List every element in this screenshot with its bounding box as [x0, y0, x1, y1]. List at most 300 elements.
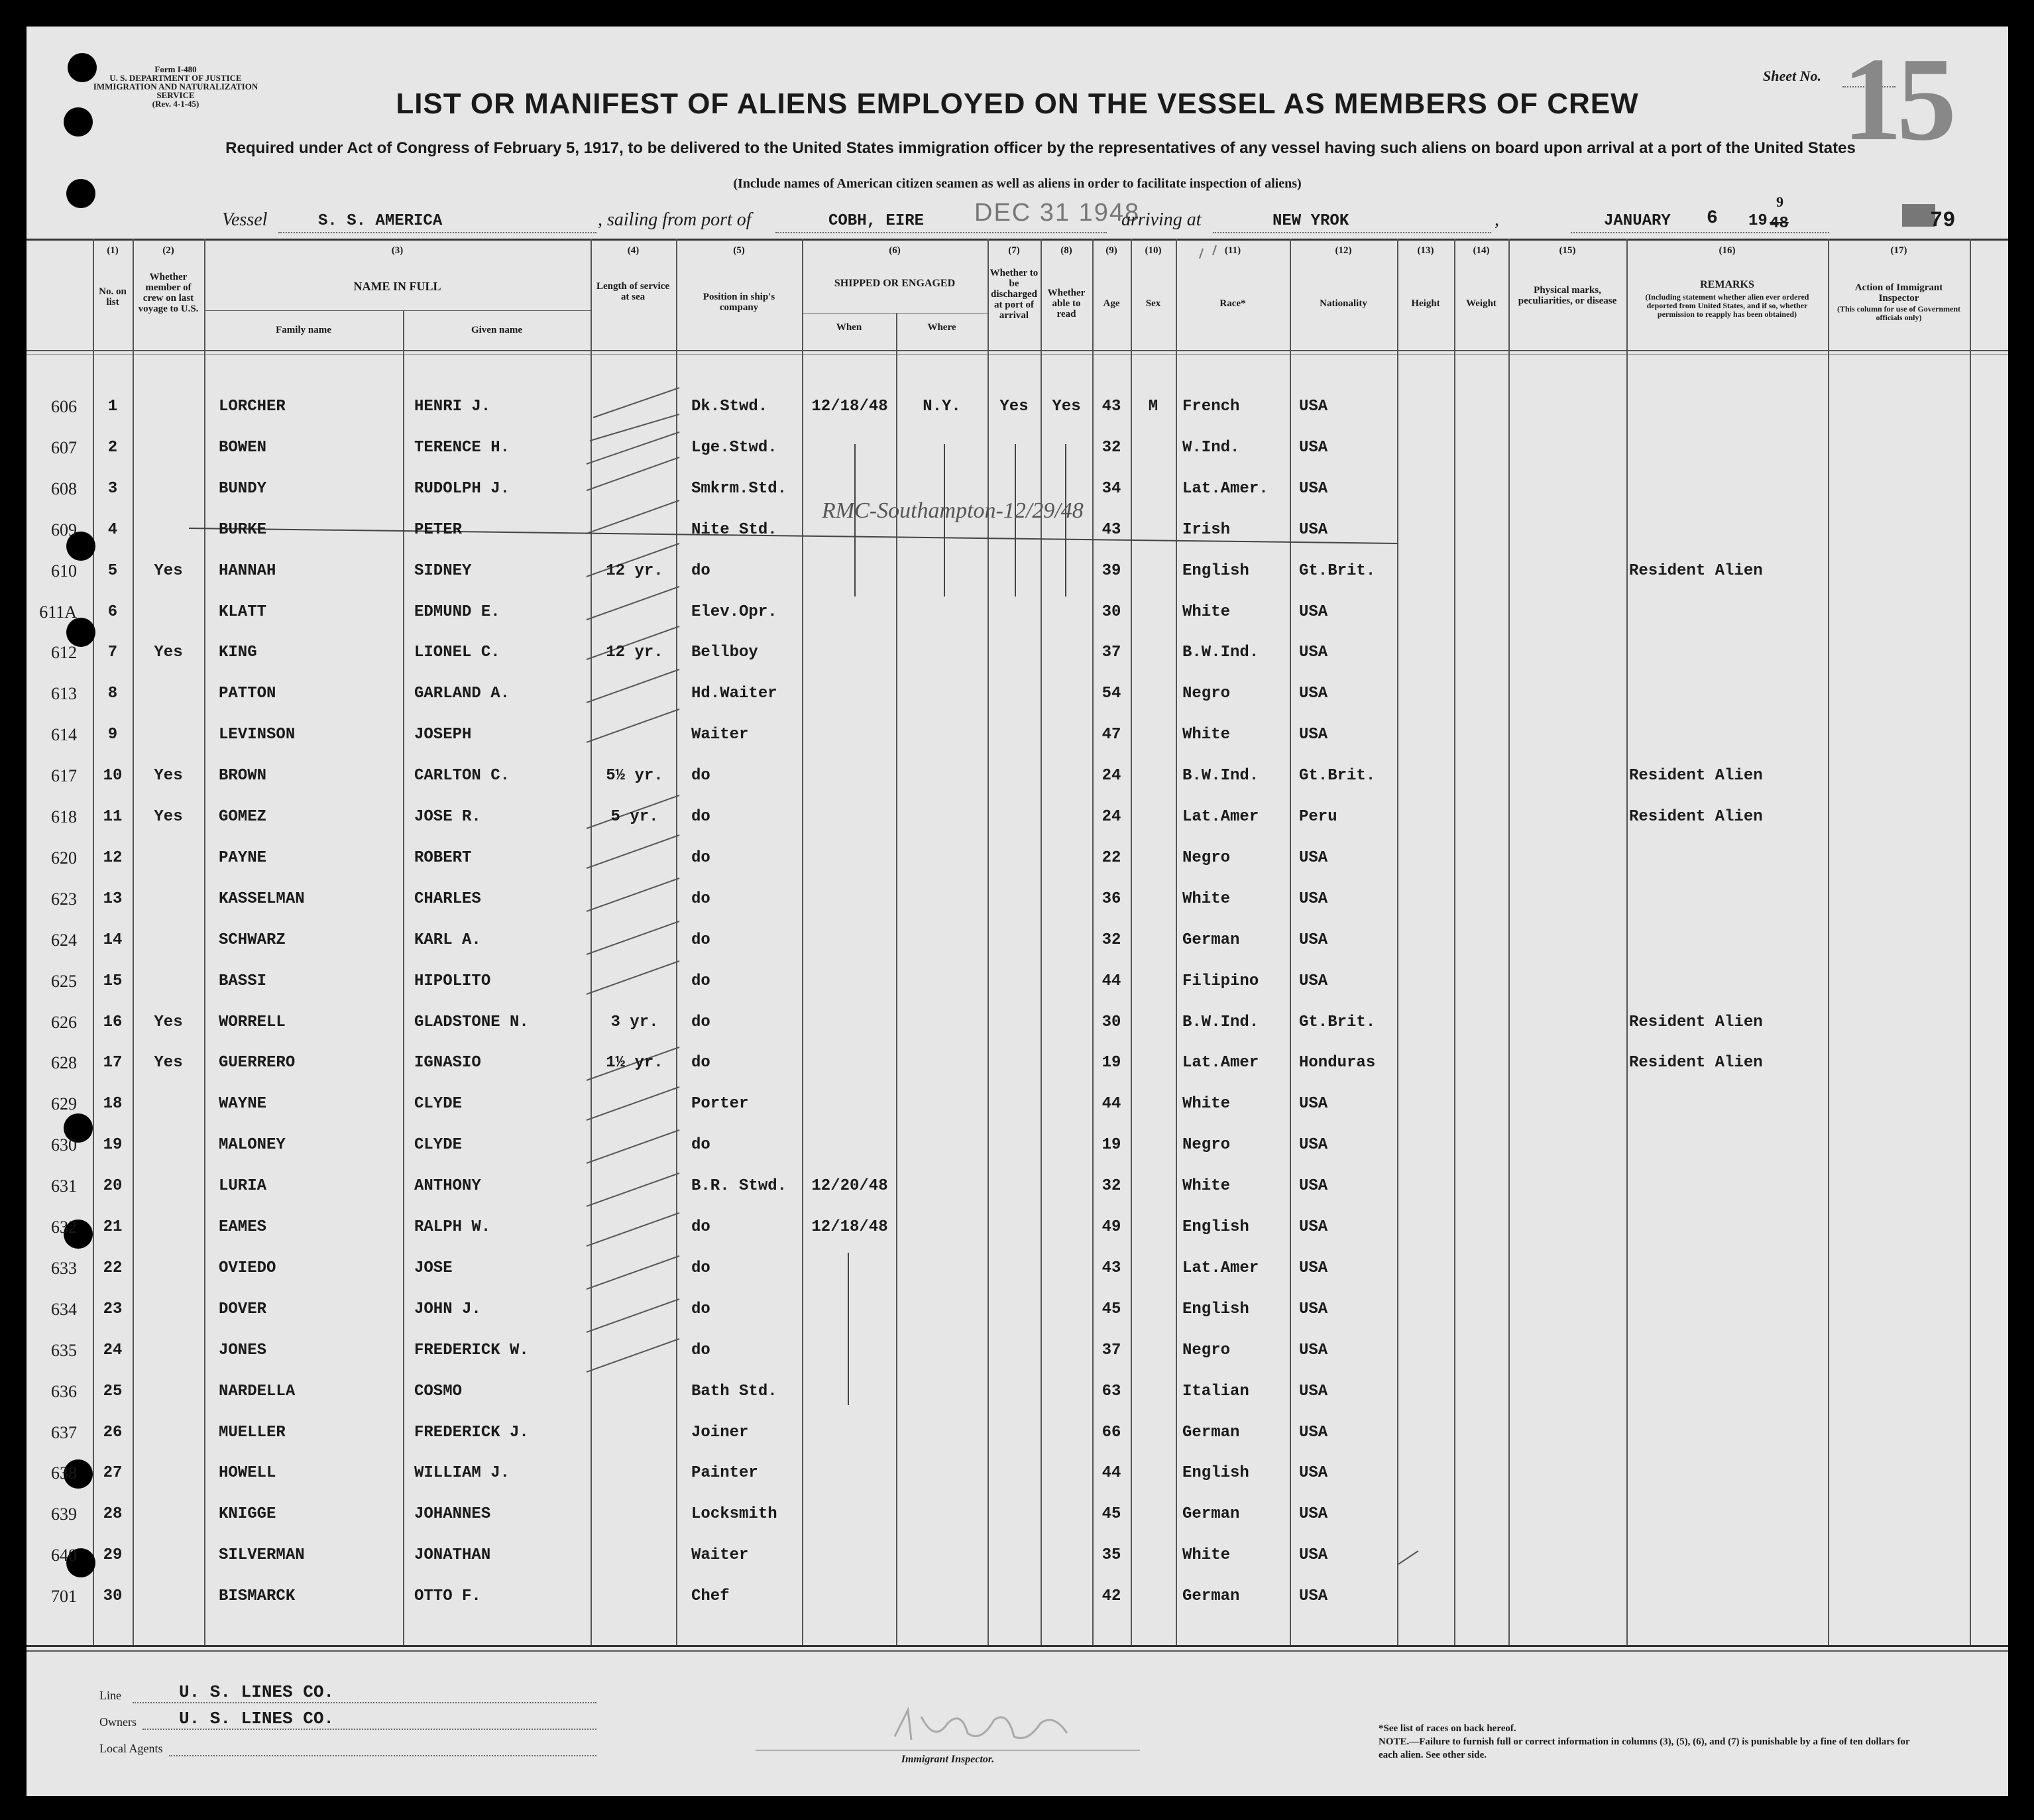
cell-position: Waiter	[691, 726, 749, 744]
cell-margin: 701	[51, 1587, 77, 1606]
cell-family: GOMEZ	[219, 808, 267, 826]
cell-given: CLYDE	[414, 1095, 463, 1113]
header-action-note: (This column for use of Government officials only)	[1836, 304, 1961, 322]
handwritten-note: RMC-Southampton-12/29/48	[822, 498, 1084, 523]
date-stamp: DEC 31 1948	[974, 199, 1141, 227]
cell-nationality: USA	[1299, 1587, 1328, 1605]
cell-position: Elev.Opr.	[691, 603, 777, 621]
header-race: Race*	[1219, 298, 1246, 309]
cell-margin: 617	[51, 766, 77, 785]
cell-family: PAYNE	[219, 849, 267, 867]
cell-given: TERENCE H.	[414, 439, 510, 457]
header-given: Given name	[471, 325, 523, 335]
cell-length: 5½ yr.	[606, 767, 663, 785]
cell-age: 32	[1102, 931, 1121, 949]
cell-nationality: USA	[1299, 1464, 1328, 1482]
vessel-name: S. S. AMERICA	[318, 212, 443, 230]
cell-race: White	[1182, 1095, 1231, 1113]
cell-position: do	[691, 1259, 710, 1277]
header-position: Position in ship's company	[703, 292, 775, 313]
cell-nationality: USA	[1299, 398, 1328, 416]
pencil-tick	[587, 1173, 679, 1206]
cell-remarks: Resident Alien	[1629, 808, 1763, 826]
cell-race: Irish	[1182, 521, 1231, 539]
cell-remarks: Resident Alien	[1629, 1054, 1763, 1072]
cell-age: 63	[1102, 1383, 1121, 1400]
header-weight: Weight	[1466, 298, 1497, 309]
cell-given: SIDNEY	[414, 562, 472, 580]
cell-remarks: Resident Alien	[1629, 1013, 1763, 1031]
cell-race: English	[1182, 1464, 1249, 1482]
cell-nationality: Gt.Brit.	[1299, 1013, 1376, 1031]
cell-member: Yes	[154, 1054, 183, 1072]
cell-position: do	[691, 767, 710, 785]
cell-no: 30	[103, 1587, 123, 1605]
column-number: (10)	[1145, 245, 1162, 256]
cell-given: GARLAND A.	[414, 685, 510, 703]
cell-when: 12/18/48	[811, 1218, 888, 1236]
cell-family: BURKE	[219, 521, 267, 539]
cell-where: N.Y.	[923, 398, 961, 416]
cell-age: 43	[1102, 1259, 1121, 1277]
pencil-tick	[587, 878, 679, 911]
cell-family: HANNAH	[219, 562, 276, 580]
cell-margin: 635	[51, 1341, 77, 1360]
cell-nationality: USA	[1299, 1505, 1328, 1523]
cell-given: RALPH W.	[414, 1218, 491, 1236]
cell-race: English	[1182, 562, 1249, 580]
cell-race: Negro	[1182, 849, 1231, 867]
cell-race: French	[1182, 398, 1240, 416]
column-number: (2)	[162, 245, 174, 256]
cell-race: Lat.Amer	[1182, 808, 1259, 826]
cell-family: PATTON	[219, 685, 276, 703]
cell-race: Lat.Amer.	[1182, 480, 1269, 498]
header-where: Where	[927, 322, 956, 333]
cell-family: BROWN	[219, 767, 267, 785]
cell-sex: M	[1148, 398, 1158, 416]
cell-nationality: Honduras	[1299, 1054, 1376, 1072]
cell-age: 19	[1102, 1054, 1121, 1072]
cell-nationality: USA	[1299, 1095, 1328, 1113]
cell-given: EDMUND E.	[414, 603, 500, 621]
owners-value: U. S. LINES CO.	[179, 1709, 335, 1729]
arrival-year-correction: 9	[1776, 194, 1783, 210]
cell-member: Yes	[154, 562, 183, 580]
sailing-port: COBH, EIRE	[828, 212, 925, 230]
cell-position: do	[691, 1218, 710, 1236]
cell-nationality: USA	[1299, 521, 1328, 539]
column-number: (4)	[627, 245, 640, 256]
header-sex: Sex	[1145, 298, 1161, 309]
cell-given: ANTHONY	[414, 1177, 481, 1195]
cell-margin: 640	[51, 1546, 77, 1565]
cell-family: NARDELLA	[219, 1383, 296, 1400]
cell-given: COSMO	[414, 1383, 463, 1400]
column-number: (12)	[1335, 245, 1352, 256]
page-title: LIST OR MANIFEST OF ALIENS EMPLOYED ON THE VESSEL AS MEMBERS OF CREW	[396, 87, 1639, 120]
cell-race: White	[1182, 726, 1231, 744]
pencil-mark	[1398, 1551, 1418, 1564]
cell-race: White	[1182, 890, 1231, 908]
cell-age: 43	[1102, 521, 1121, 539]
pencil-mark	[1200, 245, 1216, 258]
cell-position: do	[691, 808, 710, 826]
cell-nationality: USA	[1299, 1300, 1328, 1318]
cell-nationality: USA	[1299, 1259, 1328, 1277]
cell-margin: 625	[51, 972, 77, 991]
arrival-month: JANUARY	[1604, 212, 1671, 230]
cell-family: KNIGGE	[219, 1505, 276, 1523]
pencil-tick	[587, 587, 679, 620]
cell-margin: 631	[51, 1176, 77, 1196]
pencil-tick	[587, 709, 679, 742]
cell-no: 16	[103, 1013, 123, 1031]
cell-margin: 634	[51, 1300, 77, 1319]
pencil-tick	[587, 669, 679, 703]
cell-race: B.W.Ind.	[1182, 1013, 1259, 1031]
cell-age: 37	[1102, 1341, 1121, 1359]
cell-member: Yes	[154, 808, 183, 826]
cell-position: do	[691, 562, 710, 580]
cell-member: Yes	[154, 1013, 183, 1031]
cell-race: German	[1182, 1505, 1240, 1523]
cell-no: 19	[103, 1136, 123, 1154]
sailing-label: , sailing from port of	[598, 209, 752, 230]
cell-given: JONATHAN	[414, 1546, 491, 1564]
cell-no: 22	[103, 1259, 123, 1277]
cell-remarks: Resident Alien	[1629, 562, 1763, 580]
cell-position: Chef	[691, 1587, 730, 1605]
cell-no: 10	[103, 767, 123, 785]
arrival-day: 6	[1707, 208, 1718, 229]
cell-given: HENRI J.	[414, 398, 491, 416]
line-value: U. S. LINES CO.	[179, 1682, 335, 1702]
cell-given: FREDERICK J.	[414, 1424, 529, 1442]
arriving-port: NEW YROK	[1272, 212, 1349, 230]
cell-margin: 630	[51, 1135, 77, 1155]
cell-family: MALONEY	[219, 1136, 286, 1154]
pencil-tick	[587, 457, 679, 490]
cell-age: 49	[1102, 1218, 1121, 1236]
header-action: Action of Immigrant Inspector	[1854, 282, 1943, 304]
cell-position: Nite Std.	[691, 521, 777, 539]
cell-length: 5 yr.	[610, 808, 659, 826]
cell-given: GLADSTONE N.	[414, 1013, 529, 1031]
cell-position: do	[691, 1341, 710, 1359]
cell-age: 44	[1102, 1095, 1121, 1113]
pencil-tick	[587, 961, 679, 994]
column-number: (5)	[733, 245, 745, 256]
cell-family: GUERRERO	[219, 1054, 296, 1072]
cell-given: CARLTON C.	[414, 767, 510, 785]
cell-age: 43	[1102, 398, 1121, 416]
page-subnote: (Include names of American citizen seamen as well as aliens in order to facilitate inspection of aliens)	[733, 176, 1302, 191]
cell-no: 4	[107, 521, 118, 539]
cell-given: LIONEL C.	[414, 644, 500, 661]
pencil-tick	[587, 1256, 679, 1289]
cell-margin: 618	[51, 807, 77, 826]
column-number: (6)	[889, 245, 901, 256]
races-note: *See list of races on back hereof.	[1379, 1723, 1516, 1734]
column-number: (13)	[1417, 245, 1434, 256]
vessel-label: Vessel	[222, 209, 268, 230]
cell-remarks: Resident Alien	[1629, 767, 1763, 785]
cell-position: do	[691, 1054, 710, 1072]
header-physical: Physical marks, peculiarities, or disease	[1518, 285, 1617, 306]
cell-position: Smkrm.Std.	[691, 480, 787, 498]
cell-given: JOSE	[414, 1259, 453, 1277]
cell-given: JOHN J.	[414, 1300, 481, 1318]
column-number: (9)	[1105, 245, 1117, 256]
cell-position: Joiner	[691, 1424, 749, 1442]
cell-age: 24	[1102, 767, 1121, 785]
cell-discharged: Yes	[999, 398, 1029, 416]
cell-race: Negro	[1182, 1136, 1231, 1154]
cell-age: 30	[1102, 603, 1121, 621]
pencil-tick	[587, 1339, 679, 1372]
cell-position: Bath Std.	[691, 1383, 777, 1400]
cell-no: 14	[103, 931, 123, 949]
cell-age: 19	[1102, 1136, 1121, 1154]
cell-age: 45	[1102, 1505, 1121, 1523]
cell-position: B.R. Stwd.	[691, 1177, 787, 1195]
handwriting-layer	[27, 27, 2008, 1796]
cell-race: Negro	[1182, 685, 1231, 703]
cell-given: ROBERT	[414, 849, 472, 867]
cell-no: 11	[103, 808, 123, 826]
header-read: Whether able to read	[1047, 288, 1086, 319]
cell-nationality: USA	[1299, 685, 1328, 703]
pencil-tick	[587, 1130, 679, 1163]
cell-margin: 629	[51, 1094, 77, 1113]
cell-no: 23	[103, 1300, 123, 1318]
cell-no: 20	[103, 1177, 123, 1195]
agents-label: Local Agents	[99, 1742, 163, 1755]
pencil-tick	[587, 1299, 679, 1332]
cell-no: 28	[103, 1505, 123, 1523]
cell-family: BISMARCK	[219, 1587, 296, 1605]
cell-member: Yes	[154, 767, 183, 785]
cell-nationality: USA	[1299, 726, 1328, 744]
cell-position: do	[691, 931, 710, 949]
owners-label: Owners	[99, 1715, 137, 1729]
cell-margin: 623	[51, 889, 77, 909]
cell-nationality: USA	[1299, 1218, 1328, 1236]
cell-family: KASSELMAN	[219, 890, 305, 908]
comma: ,	[1495, 209, 1499, 230]
pencil-tick	[587, 500, 679, 534]
cell-family: LORCHER	[219, 398, 286, 416]
cell-family: WORRELL	[219, 1013, 286, 1031]
header-discharged: Whether to be discharged at port of arrival	[989, 268, 1039, 321]
cell-nationality: USA	[1299, 849, 1328, 867]
cell-age: 45	[1102, 1300, 1121, 1318]
cell-position: Locksmith	[691, 1505, 777, 1523]
cell-race: Lat.Amer	[1182, 1054, 1259, 1072]
cell-position: do	[691, 972, 710, 990]
cell-position: do	[691, 1013, 710, 1031]
cell-no: 9	[107, 726, 118, 744]
penalty-note: NOTE.—Failure to furnish full or correct information in columns (3), (5), (6), and (7) is punishable by a fine of ten dollars for each alien. See other side.	[1379, 1736, 1910, 1760]
cell-margin: 610	[51, 561, 77, 581]
header-shipped: SHIPPED OR ENGAGED	[834, 278, 956, 289]
department: U. S. DEPARTMENT OF JUSTICE	[109, 73, 242, 83]
cell-margin: 609	[51, 520, 77, 540]
cell-no: 25	[103, 1383, 123, 1400]
cell-given: JOSE R.	[414, 808, 481, 826]
cell-race: English	[1182, 1218, 1249, 1236]
cell-race: W.Ind.	[1182, 439, 1240, 457]
cell-family: WAYNE	[219, 1095, 267, 1113]
vessel-ref: 79	[1930, 208, 1956, 233]
cell-race: White	[1182, 603, 1231, 621]
cell-margin: 614	[51, 725, 77, 744]
cell-race: White	[1182, 1177, 1231, 1195]
column-number: (8)	[1060, 245, 1072, 256]
cell-margin: 633	[51, 1259, 77, 1278]
cell-margin: 606	[51, 397, 77, 416]
cell-margin: 611A	[39, 602, 77, 622]
cell-position: do	[691, 890, 710, 908]
cell-no: 7	[107, 644, 118, 661]
cell-family: LURIA	[219, 1177, 267, 1195]
cell-no: 21	[103, 1218, 123, 1236]
cell-race: B.W.Ind.	[1182, 644, 1259, 661]
cell-nationality: USA	[1299, 972, 1328, 990]
owners-underline	[142, 1729, 596, 1730]
cell-length: 1½ yr.	[606, 1054, 663, 1072]
agents-underline	[169, 1755, 596, 1756]
column-number: (16)	[1719, 245, 1736, 256]
cell-nationality: USA	[1299, 1546, 1328, 1564]
cell-no: 18	[103, 1095, 123, 1113]
cell-margin: 632	[51, 1218, 77, 1237]
pencil-tick	[593, 388, 679, 418]
cell-age: 42	[1102, 1587, 1121, 1605]
cell-position: Lge.Stwd.	[691, 439, 777, 457]
ditto-lines	[848, 444, 1066, 1405]
cell-race: German	[1182, 931, 1240, 949]
cell-read: Yes	[1052, 398, 1081, 416]
header-no: No. on list	[99, 286, 127, 308]
form-revision: (Rev. 4-1-45)	[152, 99, 199, 109]
cell-given: JOSEPH	[414, 726, 472, 744]
cell-margin: 624	[51, 931, 77, 950]
header-remarks: REMARKS	[1700, 279, 1754, 290]
cell-age: 35	[1102, 1546, 1121, 1564]
cell-race: Negro	[1182, 1341, 1231, 1359]
sheet-number: 15	[1842, 33, 1951, 165]
header-nationality: Nationality	[1320, 298, 1367, 309]
cell-age: 37	[1102, 644, 1121, 661]
inspector-label: Immigrant Inspector.	[901, 1754, 995, 1765]
cell-family: HOWELL	[219, 1464, 276, 1482]
cell-given: IGNASIO	[414, 1054, 481, 1072]
cell-family: BUNDY	[219, 480, 267, 498]
cell-family: EAMES	[219, 1218, 267, 1236]
cell-age: 32	[1102, 1177, 1121, 1195]
cell-age: 30	[1102, 1013, 1121, 1031]
header-age: Age	[1103, 298, 1120, 309]
cell-nationality: USA	[1299, 1341, 1328, 1359]
column-number: (15)	[1559, 245, 1576, 256]
cell-age: 39	[1102, 562, 1121, 580]
cell-position: Painter	[691, 1464, 758, 1482]
pencil-tick	[587, 432, 679, 464]
cell-nationality: USA	[1299, 1136, 1328, 1154]
cell-margin: 620	[51, 848, 77, 868]
cell-length: 12 yr.	[606, 562, 663, 580]
cell-member: Yes	[154, 644, 183, 661]
cell-position: Hd.Waiter	[691, 685, 777, 703]
cell-length: 12 yr.	[606, 644, 663, 661]
cell-family: KING	[219, 644, 257, 661]
cell-race: White	[1182, 1546, 1231, 1564]
cell-age: 44	[1102, 972, 1121, 990]
cell-race: Italian	[1182, 1383, 1249, 1400]
column-number: (17)	[1890, 245, 1907, 256]
cell-no: 15	[103, 972, 123, 990]
cell-margin: 638	[51, 1463, 77, 1483]
cell-no: 12	[103, 849, 123, 867]
cell-race: English	[1182, 1300, 1249, 1318]
cell-no: 13	[103, 890, 123, 908]
arriving-label: arriving at	[1121, 209, 1202, 230]
pencil-tick	[587, 1087, 679, 1120]
column-number: (7)	[1008, 245, 1020, 256]
header-family: Family name	[276, 325, 331, 335]
cell-family: BASSI	[219, 972, 267, 990]
cell-nationality: USA	[1299, 1383, 1328, 1400]
cell-no: 1	[107, 398, 118, 416]
cell-margin: 613	[51, 684, 77, 703]
cell-when: 12/20/48	[811, 1177, 888, 1195]
cell-age: 24	[1102, 808, 1121, 826]
cell-nationality: USA	[1299, 603, 1328, 621]
cell-margin: 636	[51, 1382, 77, 1401]
header-name: NAME IN FULL	[353, 280, 441, 293]
cell-no: 5	[107, 562, 118, 580]
cell-no: 8	[107, 685, 118, 703]
cell-age: 66	[1102, 1424, 1121, 1442]
cell-age: 22	[1102, 849, 1121, 867]
header-when: When	[836, 322, 862, 333]
service: IMMIGRATION AND NATURALIZATION SERVICE	[93, 82, 258, 100]
cell-age: 34	[1102, 480, 1121, 498]
cell-no: 26	[103, 1424, 123, 1442]
cell-nationality: USA	[1299, 890, 1328, 908]
manifest-sheet	[27, 27, 2008, 1796]
cell-nationality: USA	[1299, 931, 1328, 949]
cell-family: OVIEDO	[219, 1259, 276, 1277]
arrival-year-prefix: 19	[1748, 212, 1768, 230]
cell-margin: 612	[51, 643, 77, 662]
line-underline	[133, 1702, 596, 1703]
column-number: (14)	[1473, 245, 1490, 256]
cell-position: Waiter	[691, 1546, 749, 1564]
cell-margin: 639	[51, 1505, 77, 1524]
column-number: (3)	[391, 245, 404, 256]
cell-margin: 626	[51, 1013, 77, 1032]
cell-nationality: Peru	[1299, 808, 1337, 826]
cell-nationality: USA	[1299, 480, 1328, 498]
column-number: (1)	[107, 245, 119, 256]
cell-given: FREDERICK W.	[414, 1341, 529, 1359]
header-length: Length of service at sea	[596, 281, 669, 302]
cell-age: 54	[1102, 685, 1121, 703]
cell-no: 3	[107, 480, 118, 498]
